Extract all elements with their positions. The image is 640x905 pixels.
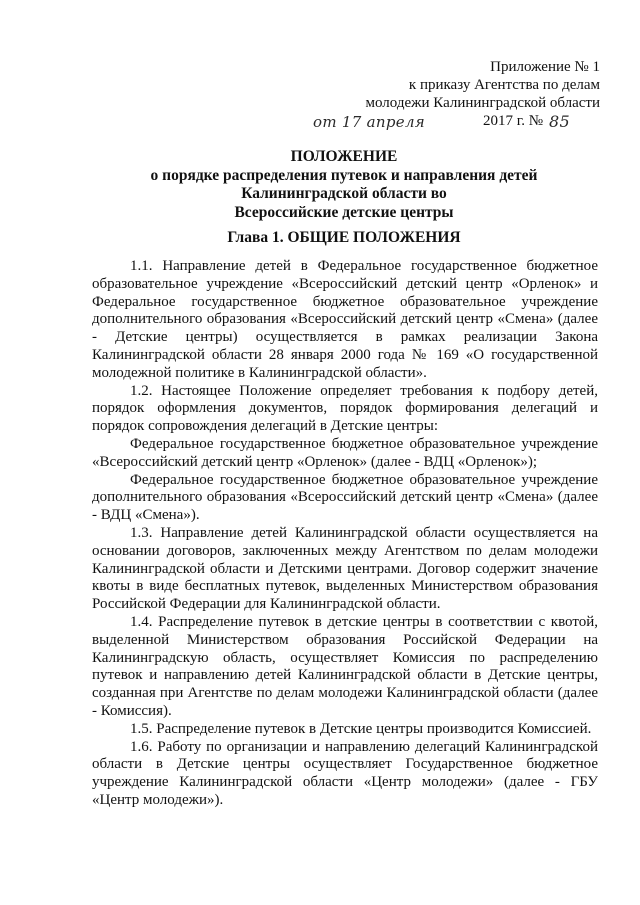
handwritten-number: 85 — [549, 112, 570, 131]
document-title — [60, 148, 628, 222]
title-line-1: ПОЛОЖЕНИЕ — [290, 148, 398, 165]
order-date-line — [313, 113, 603, 135]
appendix-line-2: к приказу Агентства по делам — [408, 77, 600, 93]
appendix-reference — [300, 58, 600, 112]
paragraph-1-5: 1.5. Распределение путевок в Детские центры производится Комиссией. — [130, 720, 592, 737]
title-line-4: Всероссийские детские центры — [234, 203, 454, 221]
appendix-line-3: молодежи Калининградской области — [365, 95, 600, 111]
chapter-heading: Глава 1. ОБЩИЕ ПОЛОЖЕНИЯ — [227, 229, 461, 246]
paragraph-smena: Федеральное государственное бюджетное образовательное учреждение дополнительного образования «Всероссийский детский центр «Смена» (далее - ВДЦ «Смена»). — [92, 471, 598, 524]
title-line-3: Калининградской области во — [241, 185, 447, 202]
paragraph-1-4: 1.4. Распределение путевок в детские центры в соответствии с квотой, выделенной Министерством образования Российской Федерации на Калининградскую область, осуществляет Комиссия по распределению путевок и направлению детей Калининградской области в Детские центры, созданная при Агентстве по делам молодежи Калининградской области (далее - Комиссия). — [92, 613, 598, 719]
handwritten-date: от 17 апреля — [313, 113, 426, 131]
document-body — [92, 258, 598, 810]
paragraph-1-6: 1.6. Работу по организации и направлению делегаций Калининградской области в Детские центры осуществляет Государственное бюджетное учреждение Калининградской области «Центр молодежи» (далее - ГБУ «Центр молодежи»). — [92, 738, 598, 808]
paragraph-1-1: 1.1. Направление детей в Федеральное государственное бюджетное образовательное учреждение «Всероссийский детский центр «Орленок» и Федеральное государственное бюджетное образовательное учреждение дополнительного образования «Всероссийский детский центр «Смена» (далее - Детские центры) осуществляется в рамках реализации Закона Калининградской области 28 января 2000 года № 169 «О государственной молодежной политике в Калининградской области». — [92, 258, 598, 381]
appendix-line-1: Приложение № 1 — [490, 59, 600, 75]
printed-year: 2017 г. № — [483, 113, 544, 129]
title-line-2: о порядке распределения путевок и направления детей — [150, 166, 538, 184]
paragraph-1-2: 1.2. Настоящее Положение определяет требования к подбору детей, порядок оформления документов, порядок формирования делегаций и порядок сопровождения делегаций в Детские центры: — [92, 382, 598, 435]
paragraph-1-3: 1.3. Направление детей Калининградской области осуществляется на основании договоров, заключенных между Агентством по делам молодежи Калининградской области и Детскими центрами. Договор содержит значение квоты в виде бесплатных путевок, выделенных Министерством образования Российской Федерации для Калининградской области. — [92, 524, 598, 613]
paragraph-orlenok: Федеральное государственное бюджетное образовательное учреждение «Всероссийский детский центр «Орленок» (далее - ВДЦ «Орленок»); — [92, 435, 598, 470]
